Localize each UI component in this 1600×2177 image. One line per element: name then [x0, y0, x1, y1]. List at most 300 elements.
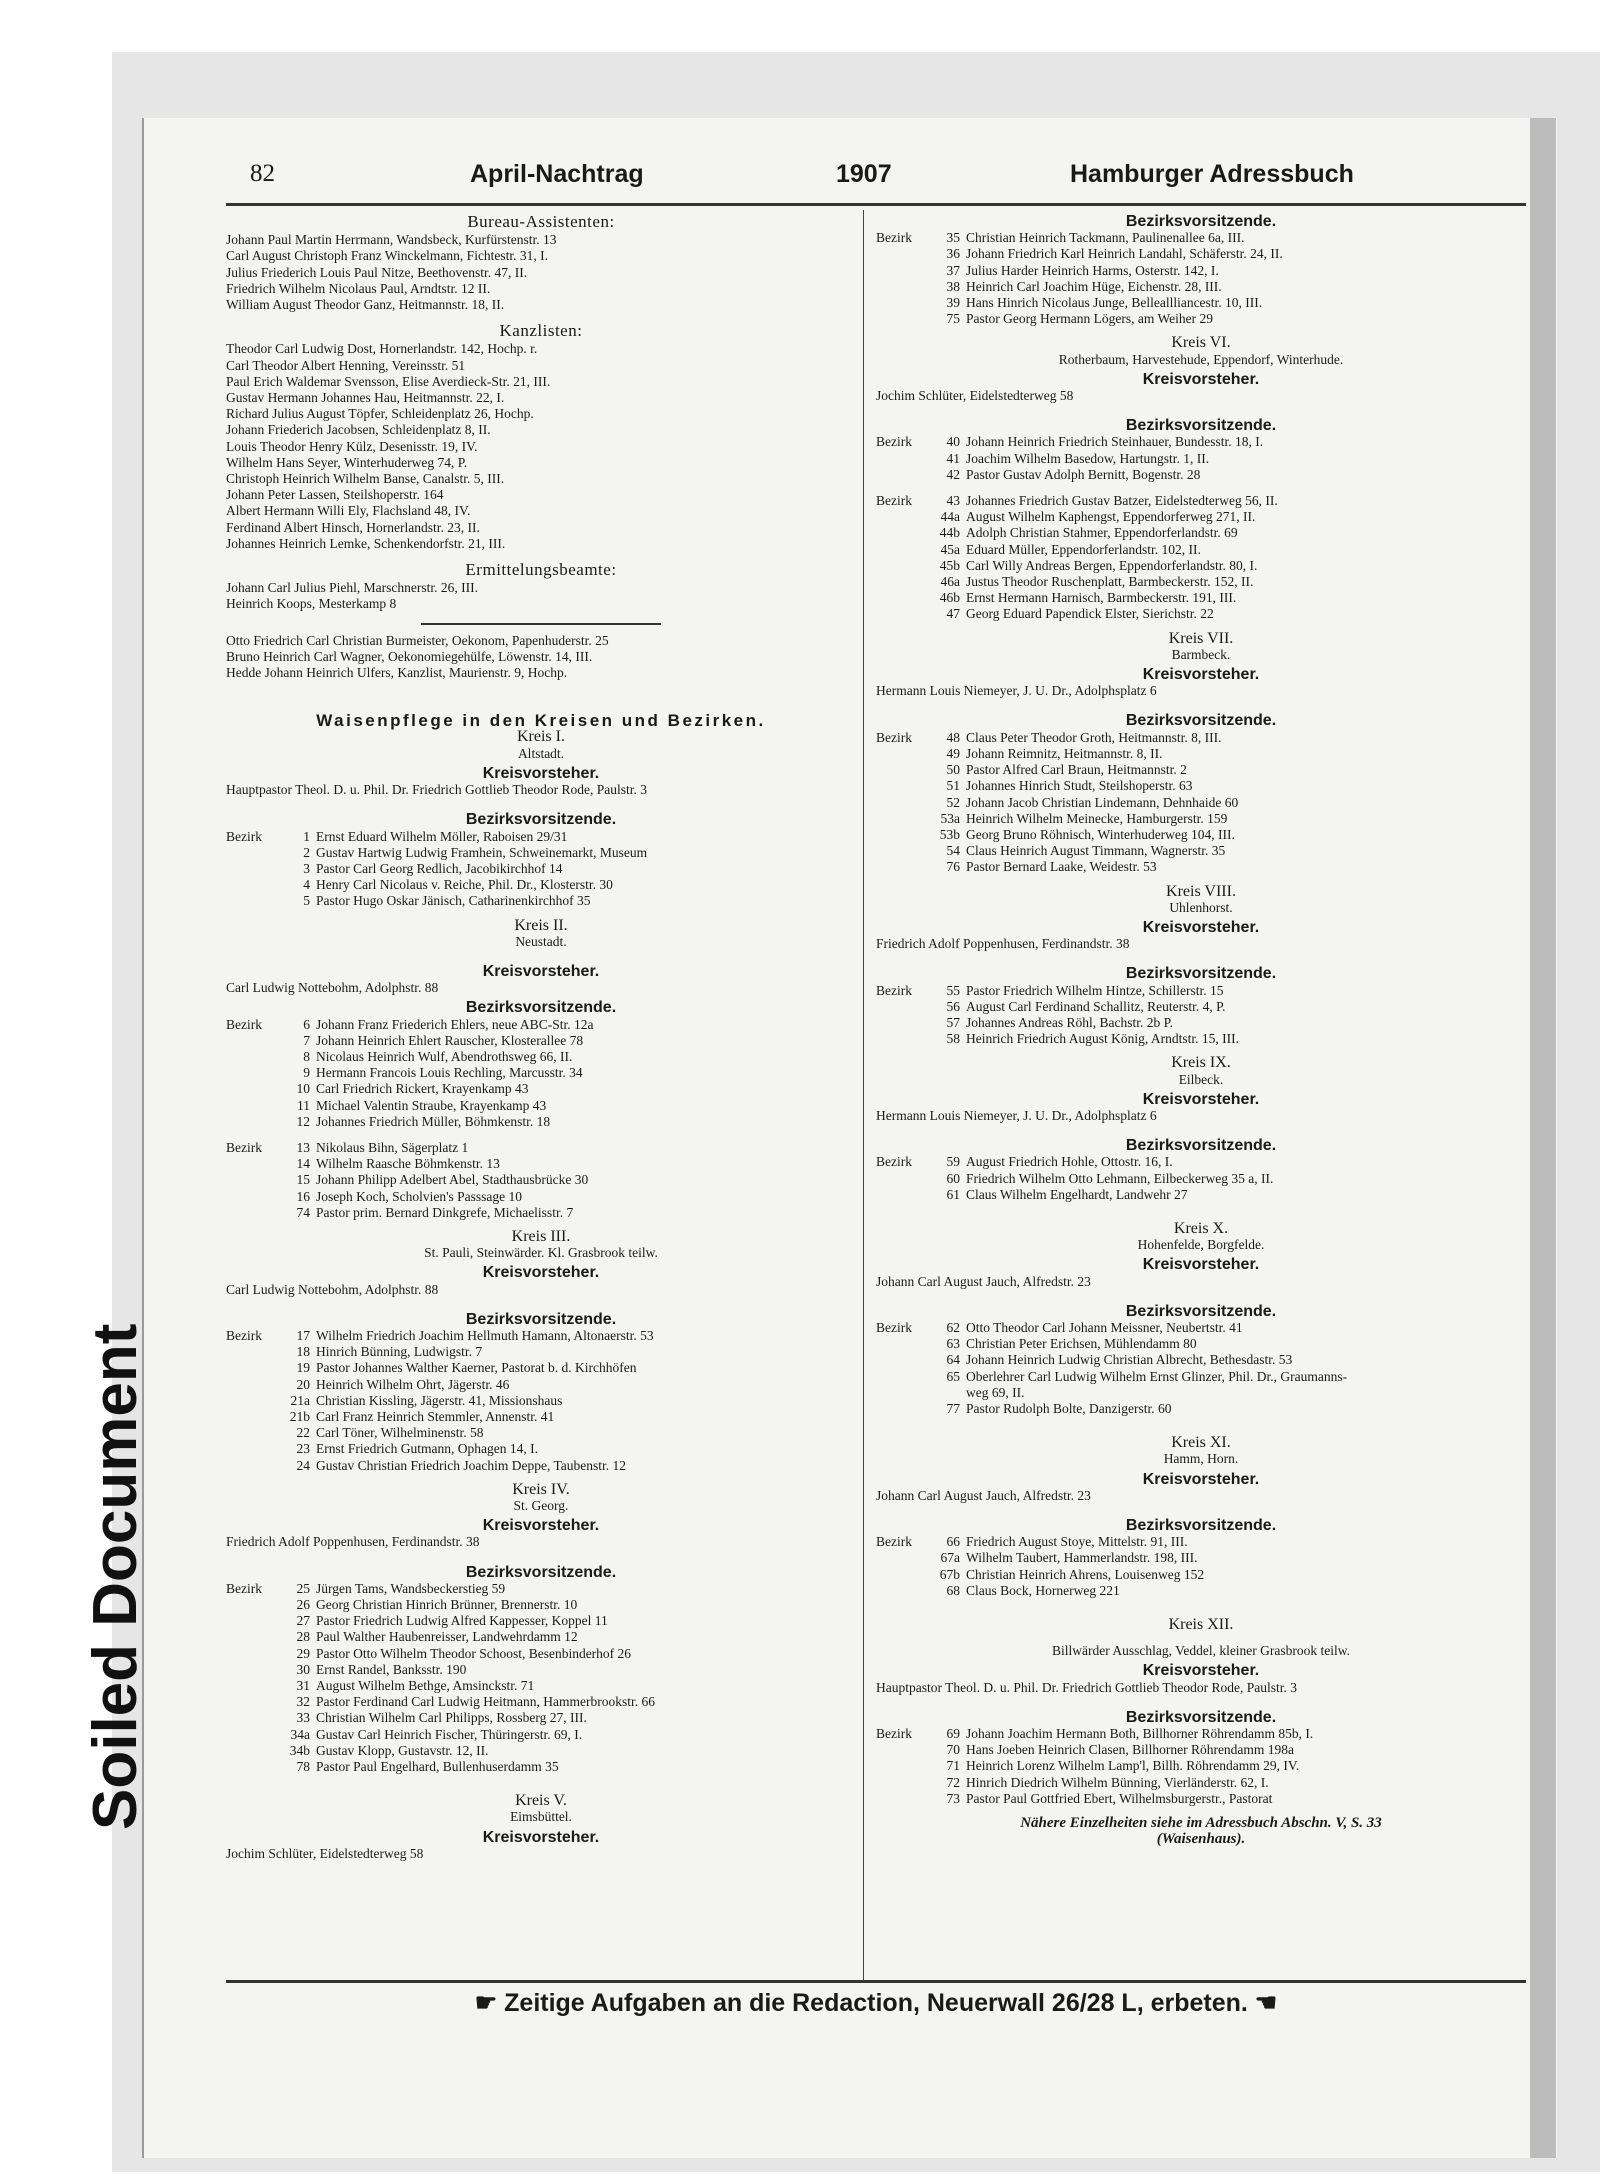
section-heading: Kanzlisten: — [499, 321, 583, 341]
page-number: 82 — [250, 160, 275, 187]
bezirk-entry: Pastor Bernard Laake, Weidestr. 53 — [966, 859, 1157, 875]
bezirk-label — [876, 778, 924, 794]
bezirksvorsitzende-label: Bezirksvorsitzende. — [1125, 1302, 1277, 1320]
bezirk-label — [226, 1081, 274, 1097]
kreisvorsteher-entry: Hermann Louis Niemeyer, J. U. Dr., Adolphsplatz 6 — [876, 1107, 1157, 1123]
bezirk-entry: Claus Wilhelm Engelhardt, Landwehr 27 — [966, 1186, 1188, 1202]
bezirk-entry: Pastor Gustav Adolph Bernitt, Bogenstr. 28 — [966, 466, 1201, 482]
bezirk-number: 32 — [296, 1694, 310, 1710]
bezirk-row — [226, 1172, 856, 1188]
bezirk-row — [876, 827, 1526, 843]
bezirk-rows — [876, 1320, 1526, 1385]
bezirk-row — [876, 263, 1526, 279]
bezirk-row — [876, 1171, 1526, 1187]
bezirk-number: 69 — [946, 1726, 960, 1742]
bezirk-number: 65 — [946, 1368, 960, 1384]
bezirk-entry: Friedrich Wilhelm Otto Lehmann, Eilbeckerweg 35 a, II. — [966, 1170, 1274, 1186]
kreis-title: Kreis X. — [1173, 1219, 1229, 1237]
bezirk-entry: Christian Peter Erichsen, Mühlendamm 80 — [966, 1336, 1197, 1352]
kreis-subtitle: Neustadt. — [515, 933, 567, 949]
bezirk-row — [876, 434, 1526, 450]
list-item: Johannes Heinrich Lemke, Schenkendorfstr. 21, III. — [226, 535, 506, 551]
bezirk-rows — [876, 1534, 1526, 1599]
bezirk-number: 1 — [303, 828, 310, 844]
bezirk-row — [226, 1360, 856, 1376]
bezirk-row — [876, 574, 1526, 590]
bezirk-row — [876, 1401, 1526, 1417]
bezirk-number: 51 — [946, 778, 960, 794]
bezirksvorsitzende-label: Bezirksvorsitzende. — [465, 1563, 617, 1581]
bezirk-row — [876, 590, 1526, 606]
kreisvorsteher-entry: Jochim Schlüter, Eidelstedterweg 58 — [876, 388, 1074, 404]
bezirk-entry: Christian Kissling, Jägerstr. 41, Missionshaus — [316, 1392, 563, 1408]
list-item: Otto Friedrich Carl Christian Burmeister, Oekonom, Papenhuderstr. 25 — [226, 632, 609, 648]
kreis-title: Kreis IX. — [1171, 1054, 1231, 1072]
kreisvorsteher-entry: Carl Ludwig Nottebohm, Adolphstr. 88 — [226, 1281, 439, 1297]
bezirk-entry: Johann Reimnitz, Heitmannstr. 8, II. — [966, 745, 1163, 761]
bezirk-label — [226, 1098, 274, 1114]
bezirksvorsitzende-label: Bezirksvorsitzende. — [465, 811, 617, 829]
list-item: Gustav Hermann Johannes Hau, Heitmannstr. 22, I. — [226, 390, 505, 406]
bezirk-entry: Heinrich Friedrich August König, Arndtstr. 15, III. — [966, 1031, 1239, 1047]
bezirk-row — [226, 1678, 856, 1694]
bezirk-row — [226, 1662, 856, 1678]
pointing-hand-icon: ☚ — [1254, 1989, 1278, 2017]
bezirk-entry: Carl Franz Heinrich Stemmler, Annenstr. 41 — [316, 1409, 555, 1424]
bezirk-entry: Pastor Ferdinand Carl Ludwig Heitmann, Hammerbrookstr. 66 — [316, 1694, 655, 1710]
bezirk-row — [876, 983, 1526, 999]
bezirk-row — [876, 525, 1526, 541]
bezirk-number: 29 — [296, 1645, 310, 1661]
bezirk-number: 5 — [303, 893, 310, 909]
bezirk-entry: Pastor Hugo Oskar Jänisch, Catharinenkirchhof 35 — [316, 893, 591, 909]
bezirk-entry: Eduard Müller, Eppendorferlandstr. 102, II. — [966, 541, 1201, 557]
bezirk-label — [876, 1401, 924, 1417]
bezirk-row — [226, 1344, 856, 1360]
bezirk-number: 25 — [296, 1580, 310, 1596]
bezirk-label — [876, 1352, 924, 1368]
bezirk-entry: Gustav Christian Friedrich Joachim Deppe, Taubenstr. 12 — [316, 1457, 626, 1473]
column-divider — [863, 210, 864, 1980]
bezirk-entry: Hermann Francois Louis Rechling, Marcusstr. 34 — [316, 1065, 583, 1081]
kreis-title: Kreis I. — [517, 728, 565, 746]
page-footer — [226, 1988, 1526, 2018]
bezirk-label — [226, 893, 274, 909]
bezirk-label — [226, 1458, 274, 1474]
bezirk-label — [876, 746, 924, 762]
bezirk-row — [876, 1187, 1526, 1203]
bezirk-label — [876, 279, 924, 295]
kreisvorsteher-entry: Friedrich Adolf Poppenhusen, Ferdinandstr. 38 — [876, 936, 1130, 952]
bezirk-entry: Gustav Klopp, Gustavstr. 12, II. — [316, 1742, 489, 1758]
bezirk-number: 74 — [296, 1204, 310, 1220]
bezirk-entry: Johannes Friedrich Gustav Batzer, Eidelstedterweg 56, II. — [966, 493, 1278, 509]
waisenpflege-heading: Waisenpflege in den Kreisen und Bezirken. — [316, 711, 766, 731]
bezirk-entry: Julius Harder Heinrich Harms, Osterstr. 142, I. — [966, 262, 1219, 278]
bezirk-label — [226, 1065, 274, 1081]
bezirk-number: 11 — [297, 1097, 310, 1113]
bezirk-entry: Joseph Koch, Scholvien's Passsage 10 — [316, 1188, 523, 1204]
list-item: Julius Friederich Louis Paul Nitze, Beethovenstr. 47, II. — [226, 264, 528, 280]
kreisvorsteher-entry: Hauptpastor Theol. D. u. Phil. Dr. Friedrich Gottlieb Theodor Rode, Paulstr. 3 — [226, 782, 647, 798]
bezirk-row — [226, 845, 856, 861]
bezirk-row — [876, 811, 1526, 827]
bezirk-label — [876, 1369, 924, 1385]
bezirk-row — [876, 606, 1526, 622]
bezirk-row — [876, 467, 1526, 483]
bezirk-number: 55 — [946, 982, 960, 998]
bezirk-label — [876, 1567, 924, 1583]
bezirk-row — [876, 1154, 1526, 1170]
list-item: Wilhelm Hans Seyer, Winterhuderweg 74, P. — [226, 454, 468, 470]
list-item: Johann Carl Julius Piehl, Marschnerstr. 26, III. — [226, 580, 478, 596]
bezirk-label: Bezirk — [876, 1154, 912, 1170]
kreis-title: Kreis XI. — [1171, 1434, 1231, 1452]
bezirk-number: 31 — [296, 1678, 310, 1694]
kreis-title: Kreis IV. — [512, 1480, 570, 1498]
bezirk-label — [226, 1205, 274, 1221]
bezirk-entry: Johann Franz Friederich Ehlers, neue ABC-Str. 12a — [316, 1016, 594, 1032]
bezirk-number: 40 — [946, 434, 960, 450]
kanzlisten-list — [226, 341, 856, 552]
kreisvorsteher-label: Kreisvorsteher. — [482, 1517, 600, 1535]
bezirksvorsitzende-label: Bezirksvorsitzende. — [1125, 1517, 1277, 1535]
header-right-title: Hamburger Adressbuch — [1070, 160, 1354, 188]
kreisvorsteher-label: Kreisvorsteher. — [482, 962, 600, 980]
bezirk-number: 18 — [296, 1344, 310, 1360]
bezirk-label — [876, 1187, 924, 1203]
right-column — [876, 214, 1526, 1847]
bezirk-number: 30 — [296, 1661, 310, 1677]
list-item: Ferdinand Albert Hinsch, Hornerlandstr. 23, II. — [226, 519, 480, 535]
bezirk-rows — [876, 493, 1526, 623]
bezirk-entry: Johann Heinrich Ehlert Rauscher, Klosterallee 78 — [316, 1032, 584, 1048]
kreis-subtitle: Hamm, Horn. — [1163, 1451, 1239, 1467]
bezirk-entry: Pastor Paul Engelhard, Bullenhuserdamm 35 — [316, 1759, 559, 1775]
bezirk-label — [876, 509, 924, 525]
bezirk-entry: Johannes Hinrich Studt, Steilshoperstr. 63 — [966, 778, 1193, 794]
bezirk-number: 70 — [946, 1742, 960, 1758]
bezirk-entry: Georg Eduard Papendick Elster, Sierichstr. 22 — [966, 606, 1214, 622]
bezirk-row — [226, 1710, 856, 1726]
list-item: William August Theodor Ganz, Heitmannstr. 18, II. — [226, 297, 505, 313]
bezirk-number: 75 — [946, 311, 960, 327]
kreisvorsteher-label: Kreisvorsteher. — [1142, 918, 1260, 936]
bezirk-row — [876, 1550, 1526, 1566]
bezirk-entry: Heinrich Wilhelm Ohrt, Jägerstr. 46 — [316, 1376, 510, 1392]
bezirk-row — [226, 1743, 856, 1759]
kreisvorsteher-label: Kreisvorsteher. — [1142, 666, 1260, 684]
bezirk-entry: Pastor Otto Wilhelm Theodor Schoost, Besenbinderhof 26 — [316, 1645, 632, 1661]
bezirk-number: 24 — [296, 1457, 310, 1473]
kreisvorsteher-entry: Hermann Louis Niemeyer, J. U. Dr., Adolphsplatz 6 — [876, 683, 1157, 699]
bezirk-number: 67b — [939, 1566, 960, 1582]
bezirksvorsitzende-label: Bezirksvorsitzende. — [465, 1310, 617, 1328]
bezirk-number: 57 — [946, 1014, 960, 1030]
bezirk-row — [876, 1352, 1526, 1368]
bezirk-entry: Johannes Andreas Röhl, Bachstr. 2b P. — [966, 1014, 1173, 1030]
bezirk-label — [226, 1114, 274, 1130]
kreisvorsteher-label: Kreisvorsteher. — [1142, 1662, 1260, 1680]
bezirk-rows — [226, 829, 856, 910]
bezirk-number: 45b — [939, 557, 960, 573]
bezirk-entry: Georg Bruno Röhnisch, Winterhuderweg 104, III. — [966, 826, 1235, 842]
bezirk-entry: Claus Bock, Hornerweg 221 — [966, 1582, 1120, 1598]
bezirk-row — [876, 859, 1526, 875]
kreis-title: Kreis VIII. — [1166, 882, 1236, 900]
bezirk-entry: Wilhelm Taubert, Hammerlandstr. 198, III. — [966, 1550, 1198, 1566]
bezirk-row — [226, 1581, 856, 1597]
bezirk-label — [876, 590, 924, 606]
bezirksvorsitzende-label: Bezirksvorsitzende. — [1125, 1137, 1277, 1155]
kreisvorsteher-entry: Friedrich Adolf Poppenhusen, Ferdinandstr. 38 — [226, 1534, 480, 1550]
bezirk-number: 62 — [946, 1319, 960, 1335]
bezirk-rows — [226, 1581, 856, 1775]
bezirk-label — [226, 1710, 274, 1726]
kreisvorsteher-entry: Carl Ludwig Nottebohm, Adolphstr. 88 — [226, 980, 439, 996]
bezirk-number: 58 — [946, 1031, 960, 1047]
bezirk-entry: Otto Theodor Carl Johann Meissner, Neubertstr. 41 — [966, 1319, 1243, 1335]
bezirk-label — [226, 861, 274, 877]
left-column — [226, 214, 856, 1862]
kreis-subtitle: Altstadt. — [517, 745, 565, 761]
bezirk-entry: Hans Joeben Heinrich Clasen, Billhorner Röhrendamm 198a — [966, 1742, 1295, 1758]
bezirk-label — [876, 999, 924, 1015]
bezirk-rows — [226, 1328, 856, 1474]
bezirk-label — [876, 1550, 924, 1566]
bezirk-number: 23 — [296, 1441, 310, 1457]
bezirk-entry: Pastor Georg Hermann Lögers, am Weiher 29 — [966, 311, 1213, 327]
bezirksvorsitzende-label: Bezirksvorsitzende. — [1125, 213, 1277, 230]
reference-note-cont: (Waisenhaus). — [1156, 1831, 1246, 1848]
bezirk-number: 27 — [296, 1613, 310, 1629]
bezirk-label — [226, 1613, 274, 1629]
bezirk-label: Bezirk — [226, 828, 262, 844]
misc-list — [226, 633, 856, 682]
separator-rule — [421, 623, 661, 625]
header-left-title: April-Nachtrag — [470, 160, 644, 188]
bezirk-entry: Johann Heinrich Friedrich Steinhauer, Bundesstr. 18, I. — [966, 434, 1264, 450]
kreisvorsteher-label: Kreisvorsteher. — [1142, 1090, 1260, 1108]
bezirk-row — [876, 762, 1526, 778]
bezirk-entry: August Wilhelm Kaphengst, Eppendorferweg 271, II. — [966, 509, 1256, 525]
list-item: Johann Friederich Jacobsen, Schleidenplatz 8, II. — [226, 422, 491, 438]
kreisvorsteher-entry: Johann Carl August Jauch, Alfredstr. 23 — [876, 1487, 1091, 1503]
section-heading: Ermittelungsbeamte: — [465, 560, 617, 580]
bezirk-entry: Claus Peter Theodor Groth, Heitmannstr. 8, III. — [966, 729, 1222, 745]
bezirk-entry: Christian Heinrich Ahrens, Louisenweg 152 — [966, 1566, 1205, 1582]
bezirk-label — [876, 827, 924, 843]
list-item: Friedrich Wilhelm Nicolaus Paul, Arndtstr. 12 II. — [226, 280, 491, 296]
bezirk-label — [226, 1678, 274, 1694]
page-header — [240, 160, 1525, 200]
bezirk-rows — [876, 1726, 1526, 1807]
bezirk-entry: Justus Theodor Ruschenplatt, Barmbeckerstr. 152, II. — [966, 574, 1254, 590]
bezirk-row — [876, 1726, 1526, 1742]
bezirk-row — [876, 1758, 1526, 1774]
bezirk-entry: Pastor Johannes Walther Kaerner, Pastorat b. d. Kirchhöfen — [316, 1360, 637, 1376]
bezirk-entry: Ernst Friedrich Gutmann, Ophagen 14, I. — [316, 1441, 538, 1457]
bezirk-entry: Michael Valentin Straube, Krayenkamp 43 — [316, 1097, 547, 1113]
bezirk-label — [226, 1743, 274, 1759]
bezirk-rows — [876, 1154, 1526, 1203]
bezirk-entry: Nikolaus Bihn, Sägerplatz 1 — [316, 1139, 469, 1155]
bezirk-continuation: weg 69, II. — [966, 1384, 1025, 1400]
bezirk-number: 37 — [946, 262, 960, 278]
bezirk-label — [876, 1775, 924, 1791]
bezirk-number: 72 — [946, 1774, 960, 1790]
bezirk-number: 10 — [296, 1081, 310, 1097]
header-rule — [226, 203, 1526, 206]
kreis-subtitle: Eimsbüttel. — [510, 1809, 572, 1825]
bezirk-row — [876, 451, 1526, 467]
bezirk-row — [226, 861, 856, 877]
bezirk-number: 71 — [946, 1758, 960, 1774]
bezirksvorsitzende-label: Bezirksvorsitzende. — [1125, 965, 1277, 983]
bezirk-row — [876, 230, 1526, 246]
bezirk-entry: Henry Carl Nicolaus v. Reiche, Phil. Dr., Klosterstr. 30 — [316, 877, 613, 893]
bezirk-row — [876, 1031, 1526, 1047]
kreis-subtitle: Hohenfelde, Borgfelde. — [1137, 1237, 1265, 1253]
bezirk-number: 33 — [296, 1710, 310, 1726]
bezirk-entry: Hinrich Bünning, Ludwigstr. 7 — [316, 1344, 483, 1360]
kreis-title: Kreis V. — [515, 1792, 567, 1810]
bezirk-label — [226, 1393, 274, 1409]
bezirk-label — [226, 1033, 274, 1049]
bezirk-label: Bezirk — [876, 982, 912, 998]
bezirk-number: 48 — [946, 729, 960, 745]
bezirk-entry: Johann Jacob Christian Lindemann, Dehnhaide 60 — [966, 794, 1239, 810]
bezirk-number: 46b — [939, 590, 960, 606]
bezirk-number: 36 — [946, 246, 960, 262]
bezirk-label — [876, 246, 924, 262]
bezirk-number: 64 — [946, 1352, 960, 1368]
bezirk-row — [226, 1156, 856, 1172]
bezirk-row — [226, 1646, 856, 1662]
bezirk-row — [876, 999, 1526, 1015]
bezirk-number: 35 — [946, 230, 960, 246]
bezirk-number: 34b — [289, 1742, 310, 1758]
bezirk-label — [876, 811, 924, 827]
bezirk-row — [226, 1065, 856, 1081]
list-item: Johann Paul Martin Herrmann, Wandsbeck, Kurfürstenstr. 13 — [226, 232, 557, 248]
bezirk-row — [226, 1409, 856, 1425]
bezirk-entry: Friedrich August Stoye, Mittelstr. 91, III. — [966, 1534, 1188, 1550]
bezirk-number: 47 — [946, 606, 960, 622]
bezirk-rows — [876, 230, 1526, 327]
bezirk-entry: Carl Friedrich Rickert, Krayenkamp 43 — [316, 1081, 529, 1097]
list-item: Albert Hermann Willi Ely, Flachsland 48, IV. — [226, 503, 471, 519]
bezirk-row — [226, 1081, 856, 1097]
bezirk-label — [876, 1583, 924, 1599]
kreis-subtitle: Uhlenhorst. — [1169, 899, 1233, 915]
bezirk-number: 38 — [946, 278, 960, 294]
list-item: Carl August Christoph Franz Winckelmann, Fichtestr. 31, I. — [226, 248, 549, 264]
bezirk-entry: Paul Walther Haubenreisser, Landwehrdamm 12 — [316, 1629, 578, 1645]
bezirk-label — [876, 542, 924, 558]
bezirk-row — [226, 829, 856, 845]
list-item: Bruno Heinrich Carl Wagner, Oekonomiegehülfe, Löwenstr. 14, III. — [226, 648, 593, 664]
bezirk-number: 8 — [303, 1048, 310, 1064]
bezirk-entry: Pastor prim. Bernard Dinkgrefe, Michaelisstr. 7 — [316, 1204, 574, 1220]
bezirk-label — [226, 1344, 274, 1360]
bezirk-number: 12 — [296, 1113, 310, 1129]
bezirk-row — [226, 1114, 856, 1130]
bezirk-number: 14 — [296, 1156, 310, 1172]
bezirk-label — [876, 1171, 924, 1187]
bezirk-rows — [876, 730, 1526, 876]
bezirk-number: 26 — [296, 1597, 310, 1613]
bezirk-row — [226, 1694, 856, 1710]
reference-note: Nähere Einzelheiten siehe im Adressbuch Abschn. V, S. 33 — [1020, 1815, 1382, 1832]
bezirk-row — [226, 893, 856, 909]
bezirk-label — [226, 1441, 274, 1457]
bezirk-row — [226, 1098, 856, 1114]
bezirk-number: 77 — [946, 1401, 960, 1416]
bezirk-row — [226, 1441, 856, 1457]
kreis-title: Kreis VI. — [1171, 334, 1231, 352]
bezirk-label: Bezirk — [226, 1139, 262, 1155]
header-year: 1907 — [836, 160, 892, 188]
bezirk-number: 73 — [946, 1790, 960, 1806]
kreis-subtitle: Barmbeck. — [1171, 646, 1231, 662]
bezirk-row — [876, 1369, 1526, 1385]
bezirk-row — [226, 1189, 856, 1205]
bezirk-label — [876, 606, 924, 622]
bezirk-number: 44b — [939, 525, 960, 541]
bezirk-entry: Christian Wilhelm Carl Philipps, Rossberg 27, III. — [316, 1710, 587, 1726]
bezirk-label: Bezirk — [876, 493, 912, 509]
bezirk-row — [226, 1597, 856, 1613]
bureau-list — [226, 232, 856, 313]
bezirk-rows — [876, 434, 1526, 483]
bezirk-label — [226, 1727, 274, 1743]
bezirk-number: 17 — [296, 1327, 310, 1343]
stamp-label: Soiled Document — [81, 1323, 150, 1830]
bezirk-entry: Wilhelm Friedrich Joachim Hellmuth Hamann, Altonaerstr. 53 — [316, 1327, 654, 1343]
bezirk-entry: Nicolaus Heinrich Wulf, Abendrothsweg 66, II. — [316, 1048, 573, 1064]
bezirk-number: 19 — [296, 1360, 310, 1376]
bezirk-number: 59 — [946, 1154, 960, 1170]
bezirk-entry: Pastor Carl Georg Redlich, Jacobikirchhof 14 — [316, 860, 563, 876]
bezirk-row — [876, 1567, 1526, 1583]
bezirk-label: Bezirk — [226, 1016, 262, 1032]
bezirk-row — [876, 246, 1526, 262]
bezirk-entry: Johann Joachim Hermann Both, Billhorner Röhrendamm 85b, I. — [966, 1726, 1314, 1742]
bezirk-entry: Pastor Paul Gottfried Ebert, Wilhelmsburgerstr., Pastorat — [966, 1790, 1273, 1806]
bezirk-label — [876, 1336, 924, 1352]
bezirk-row — [876, 730, 1526, 746]
bezirk-row — [226, 1613, 856, 1629]
bezirk-entry: Ernst Hermann Harnisch, Barmbeckerstr. 191, III. — [966, 590, 1237, 606]
bezirk-entry: Carl Töner, Wilhelminenstr. 58 — [316, 1425, 484, 1441]
bezirk-entry: Heinrich Wilhelm Meinecke, Hamburgerstr. 159 — [966, 810, 1228, 826]
kreisvorsteher-label: Kreisvorsteher. — [482, 1264, 600, 1282]
bezirk-entry: Ernst Eduard Wilhelm Möller, Raboisen 29/31 — [316, 828, 568, 844]
bezirk-number: 4 — [303, 877, 310, 893]
bezirk-rows — [876, 1401, 1526, 1417]
list-item: Paul Erich Waldemar Svensson, Elise Averdieck-Str. 21, III. — [226, 373, 551, 389]
bezirk-label — [876, 762, 924, 778]
bezirk-number: 42 — [946, 466, 960, 482]
bezirk-label — [226, 1172, 274, 1188]
bezirk-entry: Johann Friedrich Karl Heinrich Landahl, Schäferstr. 24, II. — [966, 246, 1283, 262]
bezirk-label — [226, 1049, 274, 1065]
bezirk-number: 53a — [940, 810, 960, 826]
bezirk-label — [226, 1409, 274, 1425]
kreisvorsteher-entry: Jochim Schlüter, Eidelstedterweg 58 — [226, 1845, 424, 1861]
bezirk-row — [876, 1775, 1526, 1791]
